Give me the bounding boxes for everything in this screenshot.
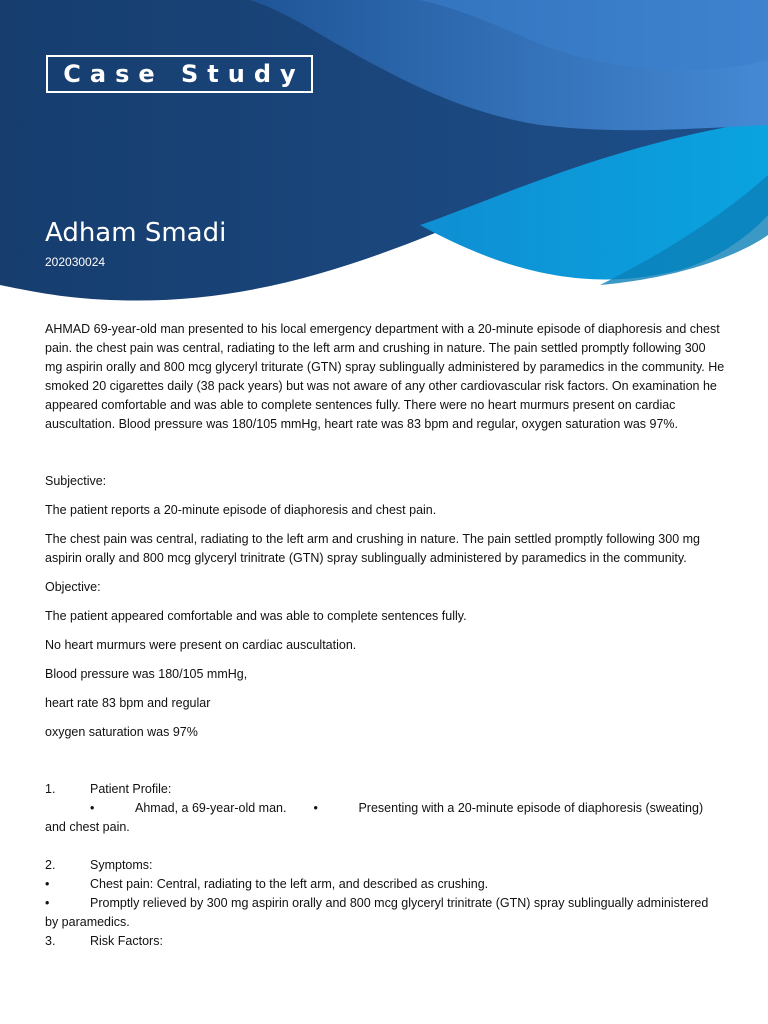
bullet-text: Chest pain: Central, radiating to the left arm, and described as crushing.	[90, 877, 489, 891]
objective-line-3: Blood pressure was 180/105 mmHg,	[45, 667, 248, 681]
bullet-text-continued: and chest pain.	[45, 820, 130, 834]
list-label: Patient Profile:	[90, 782, 172, 796]
bullet-text-continued: by paramedics.	[45, 915, 130, 929]
list-bullet-row	[45, 875, 725, 894]
author-id: 202030024	[45, 255, 106, 269]
list-item	[45, 856, 725, 875]
list-label: Symptoms:	[90, 858, 153, 872]
bullet-icon: •	[45, 877, 50, 891]
list-bullet-row	[45, 799, 725, 818]
document-title: Case Study	[63, 60, 305, 88]
list-item	[45, 932, 725, 951]
objective-line-4: heart rate 83 bpm and regular	[45, 696, 211, 710]
bullet-text: Ahmad, a 69-year-old man.	[135, 801, 287, 815]
list-number: 2.	[45, 858, 56, 872]
list-number: 1.	[45, 782, 56, 796]
list-bullet-row: • Promptly relieved by 300 mg aspirin orally and 800 mcg glyceryl trinitrate (GTN) spray sublingually administered	[45, 896, 709, 910]
objective-line-2: No heart murmurs were present on cardiac auscultation.	[45, 638, 357, 652]
objective-line-5: oxygen saturation was 97%	[45, 725, 198, 739]
objective-heading: Objective:	[45, 580, 101, 594]
subjective-heading: Subjective:	[45, 474, 107, 488]
list-item	[45, 780, 725, 799]
numbered-list	[45, 780, 725, 951]
bullet-icon: •	[313, 801, 318, 815]
list-number: 3.	[45, 934, 56, 948]
bullet-text: Presenting with a 20-minute episode of diaphoresis (sweating)	[358, 801, 704, 815]
intro-paragraph: AHMAD 69-year-old man presented to his local emergency department with a 20-minute episode of diaphoresis and chest pain. the chest pain was central, radiating to the left arm and crushing in nature. The pain settled promptly following 300 mg aspirin orally and 800 mcg glyceryl triturate (GTN) spray sublingually administered by paramedics in the community. He smoked 20 cigarettes daily (38 pack years) but was not aware of any other cardiovascular risk factors. On examination he appeared comfortable and was able to complete sentences fully. There were no heart murmurs present on cardiac auscultation. Blood pressure was 180/105 mmHg, heart rate was 83 bpm and regular, oxygen saturation was 97%.	[45, 322, 725, 431]
subjective-line-2: The chest pain was central, radiating to the left arm and crushing in nature. The pain settled promptly following 300 mg aspirin orally and 800 mcg glyceryl trinitrate (GTN) spray sublingually administered by paramedics in the community.	[45, 532, 700, 565]
subjective-line-1: The patient reports a 20-minute episode of diaphoresis and chest pain.	[45, 503, 437, 517]
author-name: Adham Smadi	[45, 218, 227, 248]
header-wave-graphic	[0, 0, 768, 310]
bullet-icon: •	[90, 801, 95, 815]
list-label: Risk Factors:	[90, 934, 163, 948]
document-body	[45, 320, 725, 951]
objective-line-1: The patient appeared comfortable and was able to complete sentences fully.	[45, 609, 467, 623]
bullet-text: Promptly relieved by 300 mg aspirin orally and 800 mcg glyceryl trinitrate (GTN) spray sublingually administered	[90, 896, 709, 910]
title-box	[46, 55, 313, 93]
